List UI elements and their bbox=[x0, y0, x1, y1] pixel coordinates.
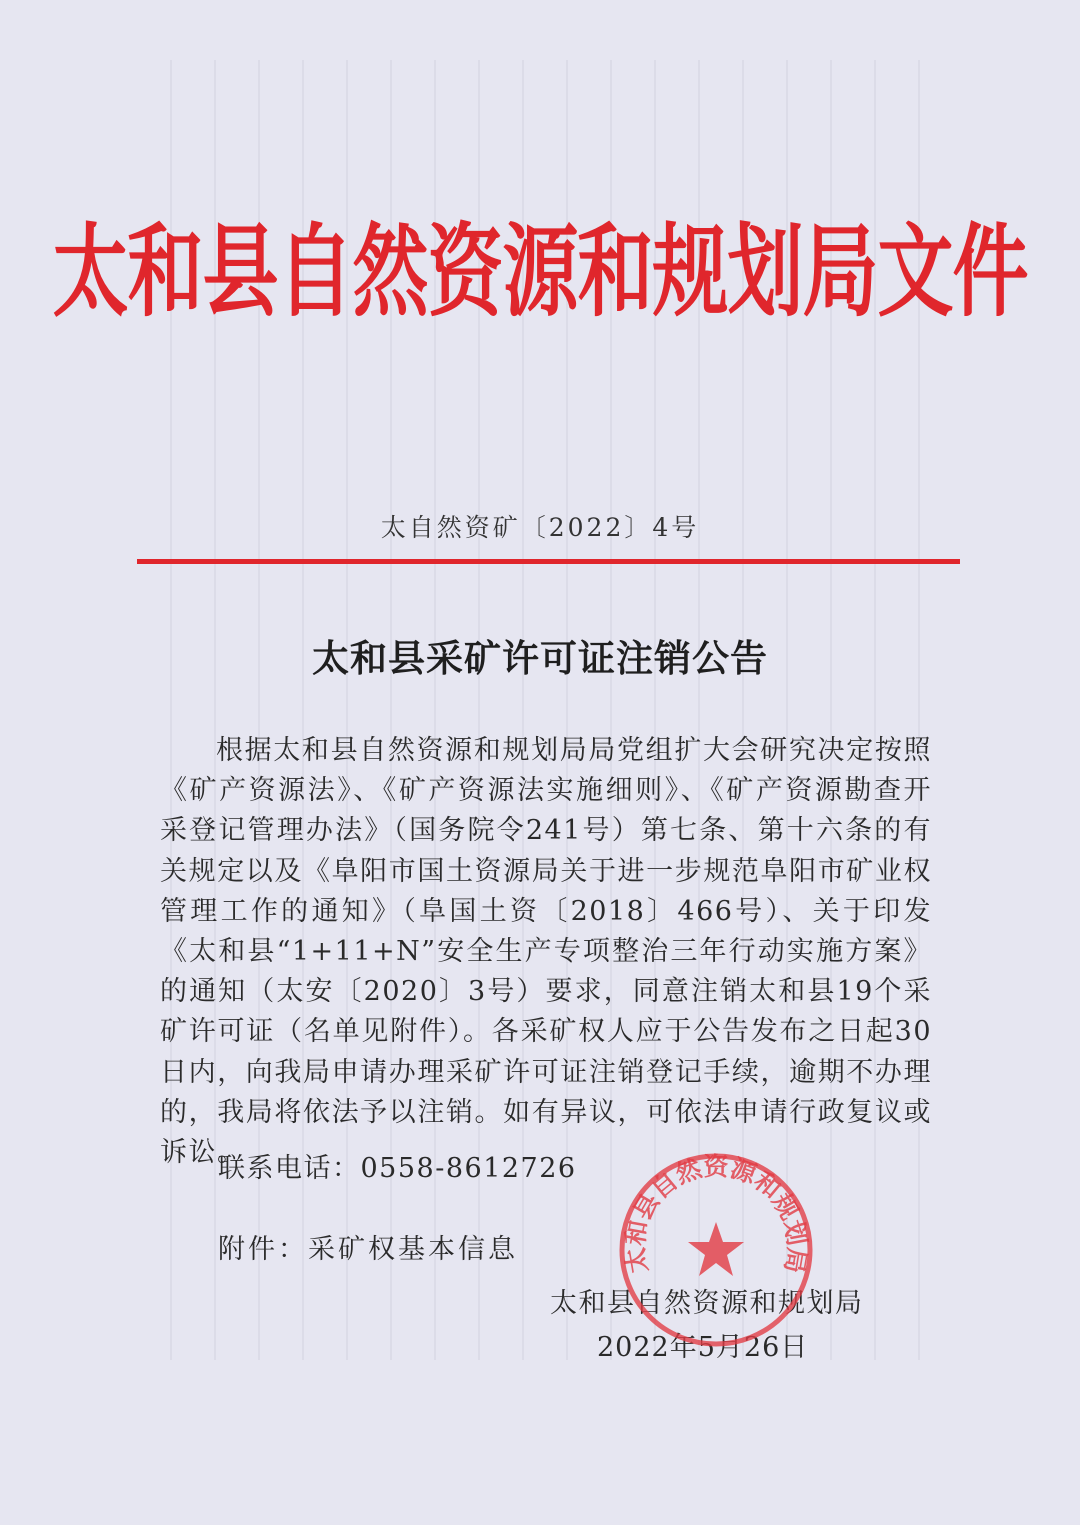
red-divider bbox=[137, 559, 960, 564]
masthead-title: 太和县自然资源和规划局文件 bbox=[52, 212, 1028, 331]
notice-title: 太和县采矿许可证注销公告 bbox=[312, 637, 768, 680]
issuer-name: 太和县自然资源和规划局 bbox=[550, 1288, 864, 1319]
issue-date: 2022年5月26日 bbox=[597, 1332, 809, 1363]
body-paragraph: 根据太和县自然资源和规划局局党组扩大会研究决定按照《矿产资源法》、《矿产资源法实施细则》、《矿产资源勘查开采登记管理办法》（国务院令241号）第七条、第十六条的有关规定以及《阜阳市国土资源局关于进一步规范阜阳市矿业权管理工作的通知》（阜国土资〔2018〕466号）、关于印发《太和县“1+11+N”安全生产专项整治三年行动实施方案》的通知（太安〔2020〕3号）要求，同意注销太和县19个采矿许可证（名单见附件）。各采矿权人应于公告发布之日起30日内，向我局申请办理采矿许可证注销登记手续，逾期不办理的，我局将依法予以注销。如有异议，可依法申请行政复议或诉讼。 bbox=[160, 735, 932, 1169]
notice-body bbox=[160, 731, 932, 1173]
contact-phone: 联系电话：0558-8612726 bbox=[218, 1153, 577, 1184]
document-number: 太自然资矿〔2022〕4号 bbox=[380, 513, 700, 542]
attachment-note: 附件：采矿权基本信息 bbox=[218, 1234, 518, 1265]
seal-text: 太和县自然资源和规划局 bbox=[620, 1152, 812, 1276]
